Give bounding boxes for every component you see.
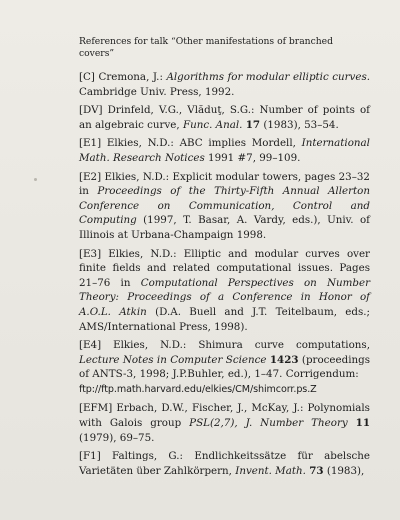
reference-e2 (79, 170, 370, 243)
ref-authors: Elkies, N.D.: (113, 339, 187, 352)
ref-title: Explicit modular towers, pages 23–32 in (79, 170, 370, 198)
reference-e1 (79, 136, 370, 165)
ref-key: [E3] (79, 247, 102, 260)
ref-journal: Lecture Notes in Computer Science (79, 353, 267, 366)
ref-title: Elliptic and modular curves over finite fields and related computational issues. Pages 21–76 in (79, 247, 370, 289)
ref-pages: (1983), 53–54. (263, 118, 339, 131)
ref-authors: Cremona, J.: (98, 71, 163, 83)
reference-e4 (79, 338, 370, 397)
ref-key: [E4] (79, 339, 102, 352)
ref-url-link[interactable]: ftp://ftp.math.harvard.edu/elkies/CM/shimcorr.ps.Z (79, 383, 317, 395)
reference-e3 (79, 247, 370, 335)
ref-pages: (1979), 69–75. (79, 431, 155, 444)
ref-authors: Elkies, N.D.: (106, 137, 174, 150)
ref-title: Polynomials with Galois group (79, 402, 370, 430)
reference-c (79, 70, 370, 99)
ref-key: [DV] (79, 104, 103, 117)
reference-efm (79, 401, 370, 445)
ref-key: [EFM] (79, 402, 113, 415)
ref-journal: Computational Perspectives on Number Theory: Proceedings of a Conference in Honor of A.O.L. Atkin (79, 276, 370, 318)
ref-pages: (D.A. Buell and J.T. Teitelbaum, eds.; AMS/International Press, 1998). (79, 305, 370, 333)
ref-journal: Func. Anal. (182, 118, 243, 131)
ref-journal: International Math. Research Notices (79, 137, 370, 164)
ref-pages: (1983), (326, 464, 365, 477)
ref-title: ABC implies Mordell, (179, 137, 296, 150)
reference-dv (79, 103, 370, 132)
ref-journal: Invent. Math. (235, 464, 306, 477)
ref-publisher: Cambridge Univ. Press, 1992. (79, 85, 235, 98)
ref-title: Algorithms for modular elliptic curves. (166, 71, 371, 83)
ref-journal: J. Number Theory (245, 417, 348, 430)
ref-title: Shimura curve computations, (198, 339, 370, 352)
ref-key: [C] (79, 71, 95, 83)
ref-key: [F1] (79, 450, 101, 463)
ref-authors: Drinfeld, V.G., Vlăduţ, S.G.: (107, 104, 255, 117)
ref-pages: (proceedings of ANTS-3, 1998; J.P.Buhler, ed.), 1–47. Corrigendum: (79, 353, 370, 381)
ref-title: Endlichkeitssätze für abelsche Varietäten über Zahlkörpern, (79, 450, 370, 477)
ref-authors: Elkies, N.D.: (104, 170, 170, 183)
ref-volume: 73 (309, 464, 324, 477)
ref-key: [E2] (79, 170, 102, 183)
ref-group: PSL(2,7), (189, 417, 238, 430)
ref-journal: Proceedings of the Thirty-Fifth Annual Allerton Conference on Communication, Control and Computing (79, 185, 370, 227)
ref-pages: (1997, T. Basar, A. Vardy, eds.), Univ. of Illinois at Urbana-Champaign 1998. (79, 214, 370, 241)
ref-authors: Erbach, D.W., Fischer, J., McKay, J.: (116, 402, 304, 415)
reference-f1 (79, 449, 370, 478)
ref-volume: 1423 (269, 353, 299, 366)
ref-volume: 17 (245, 118, 261, 131)
ref-authors: Faltings, G.: (112, 450, 184, 463)
page-header: References for talk “Other manifestations of branched covers” (79, 36, 333, 59)
ref-volume: 11 (355, 417, 370, 430)
ref-pages: 1991 #7, 99–109. (208, 151, 301, 164)
ref-title: Number of points of an algebraic curve, (79, 104, 370, 131)
ref-authors: Elkies, N.D.: (108, 247, 177, 260)
paper-speck (34, 178, 37, 181)
ref-key: [E1] (79, 137, 102, 150)
